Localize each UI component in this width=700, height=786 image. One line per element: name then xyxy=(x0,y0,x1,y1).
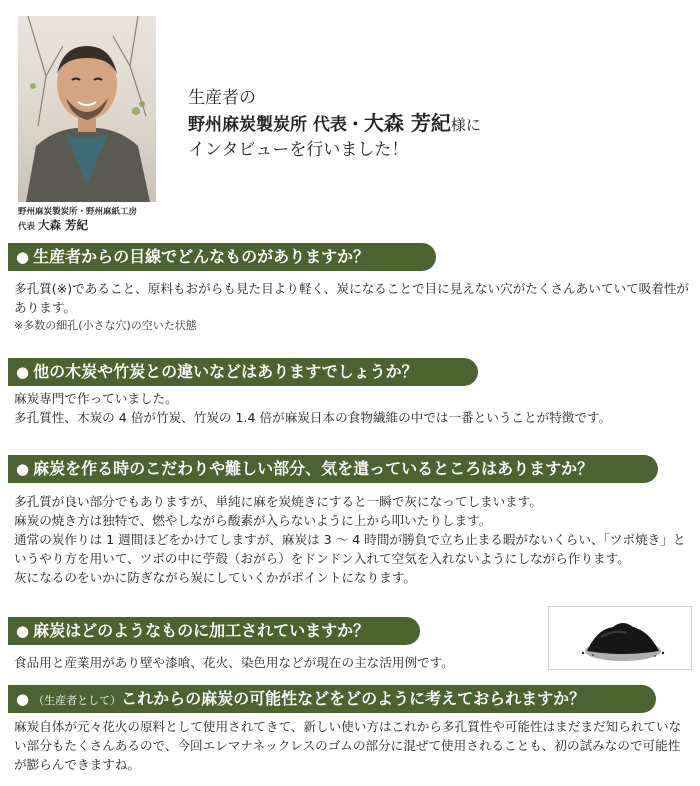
caption-name-line xyxy=(18,219,178,234)
question-heading-5 xyxy=(8,685,656,713)
answer-3-para-3: 通常の炭作りは 1 週間ほどをかけてしますが、麻炭は 3 〜 4 時間が勝負で立ち止まる暇がないくらい、「ツボ焼き」というやり方を用いて、ツボの中に苧殻（おがら）をドンドン入れて空気を入れないようにしながら作ります。 xyxy=(14,532,686,566)
answer-4-para-1: 食品用と産業用があり壁や漆喰、花火、染色用などが現在の主な活用例です。 xyxy=(14,655,454,670)
intro-company-role: 野州麻炭製炭所 代表・ xyxy=(188,115,364,135)
bullet-icon: ● xyxy=(16,460,30,478)
question-text-5: これからの麻炭の可能性などをどのように考えておられますか？ xyxy=(121,689,586,708)
question-text-3: 麻炭を作る時のこだわりや難しい部分、気を遣っているところはありますか？ xyxy=(33,459,594,478)
question-heading-3 xyxy=(8,455,658,483)
intro-name: 大森 芳紀 xyxy=(363,111,451,135)
bullet-icon: ● xyxy=(16,690,30,708)
bullet-icon: ● xyxy=(16,248,30,266)
question-text-4: 麻炭はどのようなものに加工されていますか？ xyxy=(33,621,370,640)
answer-1 xyxy=(14,279,690,335)
answer-5-para-1: 麻炭自体が元々花火の原料として使用されてきて、新しい使い方はこれから多孔質性や可能性はまだまだ知られていない部分もたくさんあるので、今回エレマナネックレスのゴムの部分に混ぜて使用されることも、初の試みなので可能性が膨らんできますね。 xyxy=(14,719,682,772)
answer-3-para-2: 麻炭の焼き方は独特で、燃やしながら酸素が入らないように上から叩いたりします。 xyxy=(14,513,492,528)
answer-4 xyxy=(14,653,534,672)
question-heading-1 xyxy=(8,243,436,271)
answer-2-para-1: 麻炭専門で作っていました。 xyxy=(14,391,178,406)
question-text-2: 他の木炭や竹炭との違いなどはありますでしょうか？ xyxy=(33,362,418,381)
question-heading-4 xyxy=(8,617,420,645)
bullet-icon: ● xyxy=(16,622,30,640)
answer-2-para-2: 多孔質性、木炭の 4 倍が竹炭、竹炭の 1.4 倍が麻炭日本の食物繊維の中では一番ということが特徴です。 xyxy=(14,410,612,425)
intro-line1: 生産者の xyxy=(188,88,256,108)
answer-3 xyxy=(14,492,692,587)
caption-name: 大森 芳紀 xyxy=(37,218,88,232)
bullet-icon: ● xyxy=(16,363,30,381)
intro-text xyxy=(188,86,481,163)
answer-3-para-4: 灰になるのをいかに防ぎながら炭にしていくかがポイントになります。 xyxy=(14,570,416,585)
intro-line2 xyxy=(188,111,481,138)
question-text-1: 生産者からの目線でどんなものがありますか？ xyxy=(33,247,370,266)
answer-2 xyxy=(14,389,690,427)
caption-organization: 野州麻炭製炭所・野州麻紙工房 xyxy=(18,207,138,217)
answer-1-para-1: 多孔質(※)であること、原料もおがらも見た目より軽く、炭になることで目に見えない穴がたくさんあいていて吸着性があります。 xyxy=(14,281,690,315)
intro-honorific: 様に xyxy=(450,116,481,134)
question-heading-2 xyxy=(8,358,478,386)
question-prefix-5: （生産者として） xyxy=(33,694,122,707)
portrait-photo xyxy=(18,16,156,202)
answer-3-para-1: 多孔質が良い部分でもありますが、単純に麻を炭焼きにすると一瞬で灰になってしまいます。 xyxy=(14,494,542,509)
charcoal-powder-photo xyxy=(548,606,692,670)
intro-line3: インタビューを行いました！ xyxy=(188,140,409,160)
answer-1-note: ※多数の細孔(小さな穴)の空いた状態 xyxy=(14,319,197,332)
answer-5 xyxy=(14,717,692,774)
caption-role: 代表 xyxy=(18,222,36,232)
portrait-caption xyxy=(18,206,178,234)
